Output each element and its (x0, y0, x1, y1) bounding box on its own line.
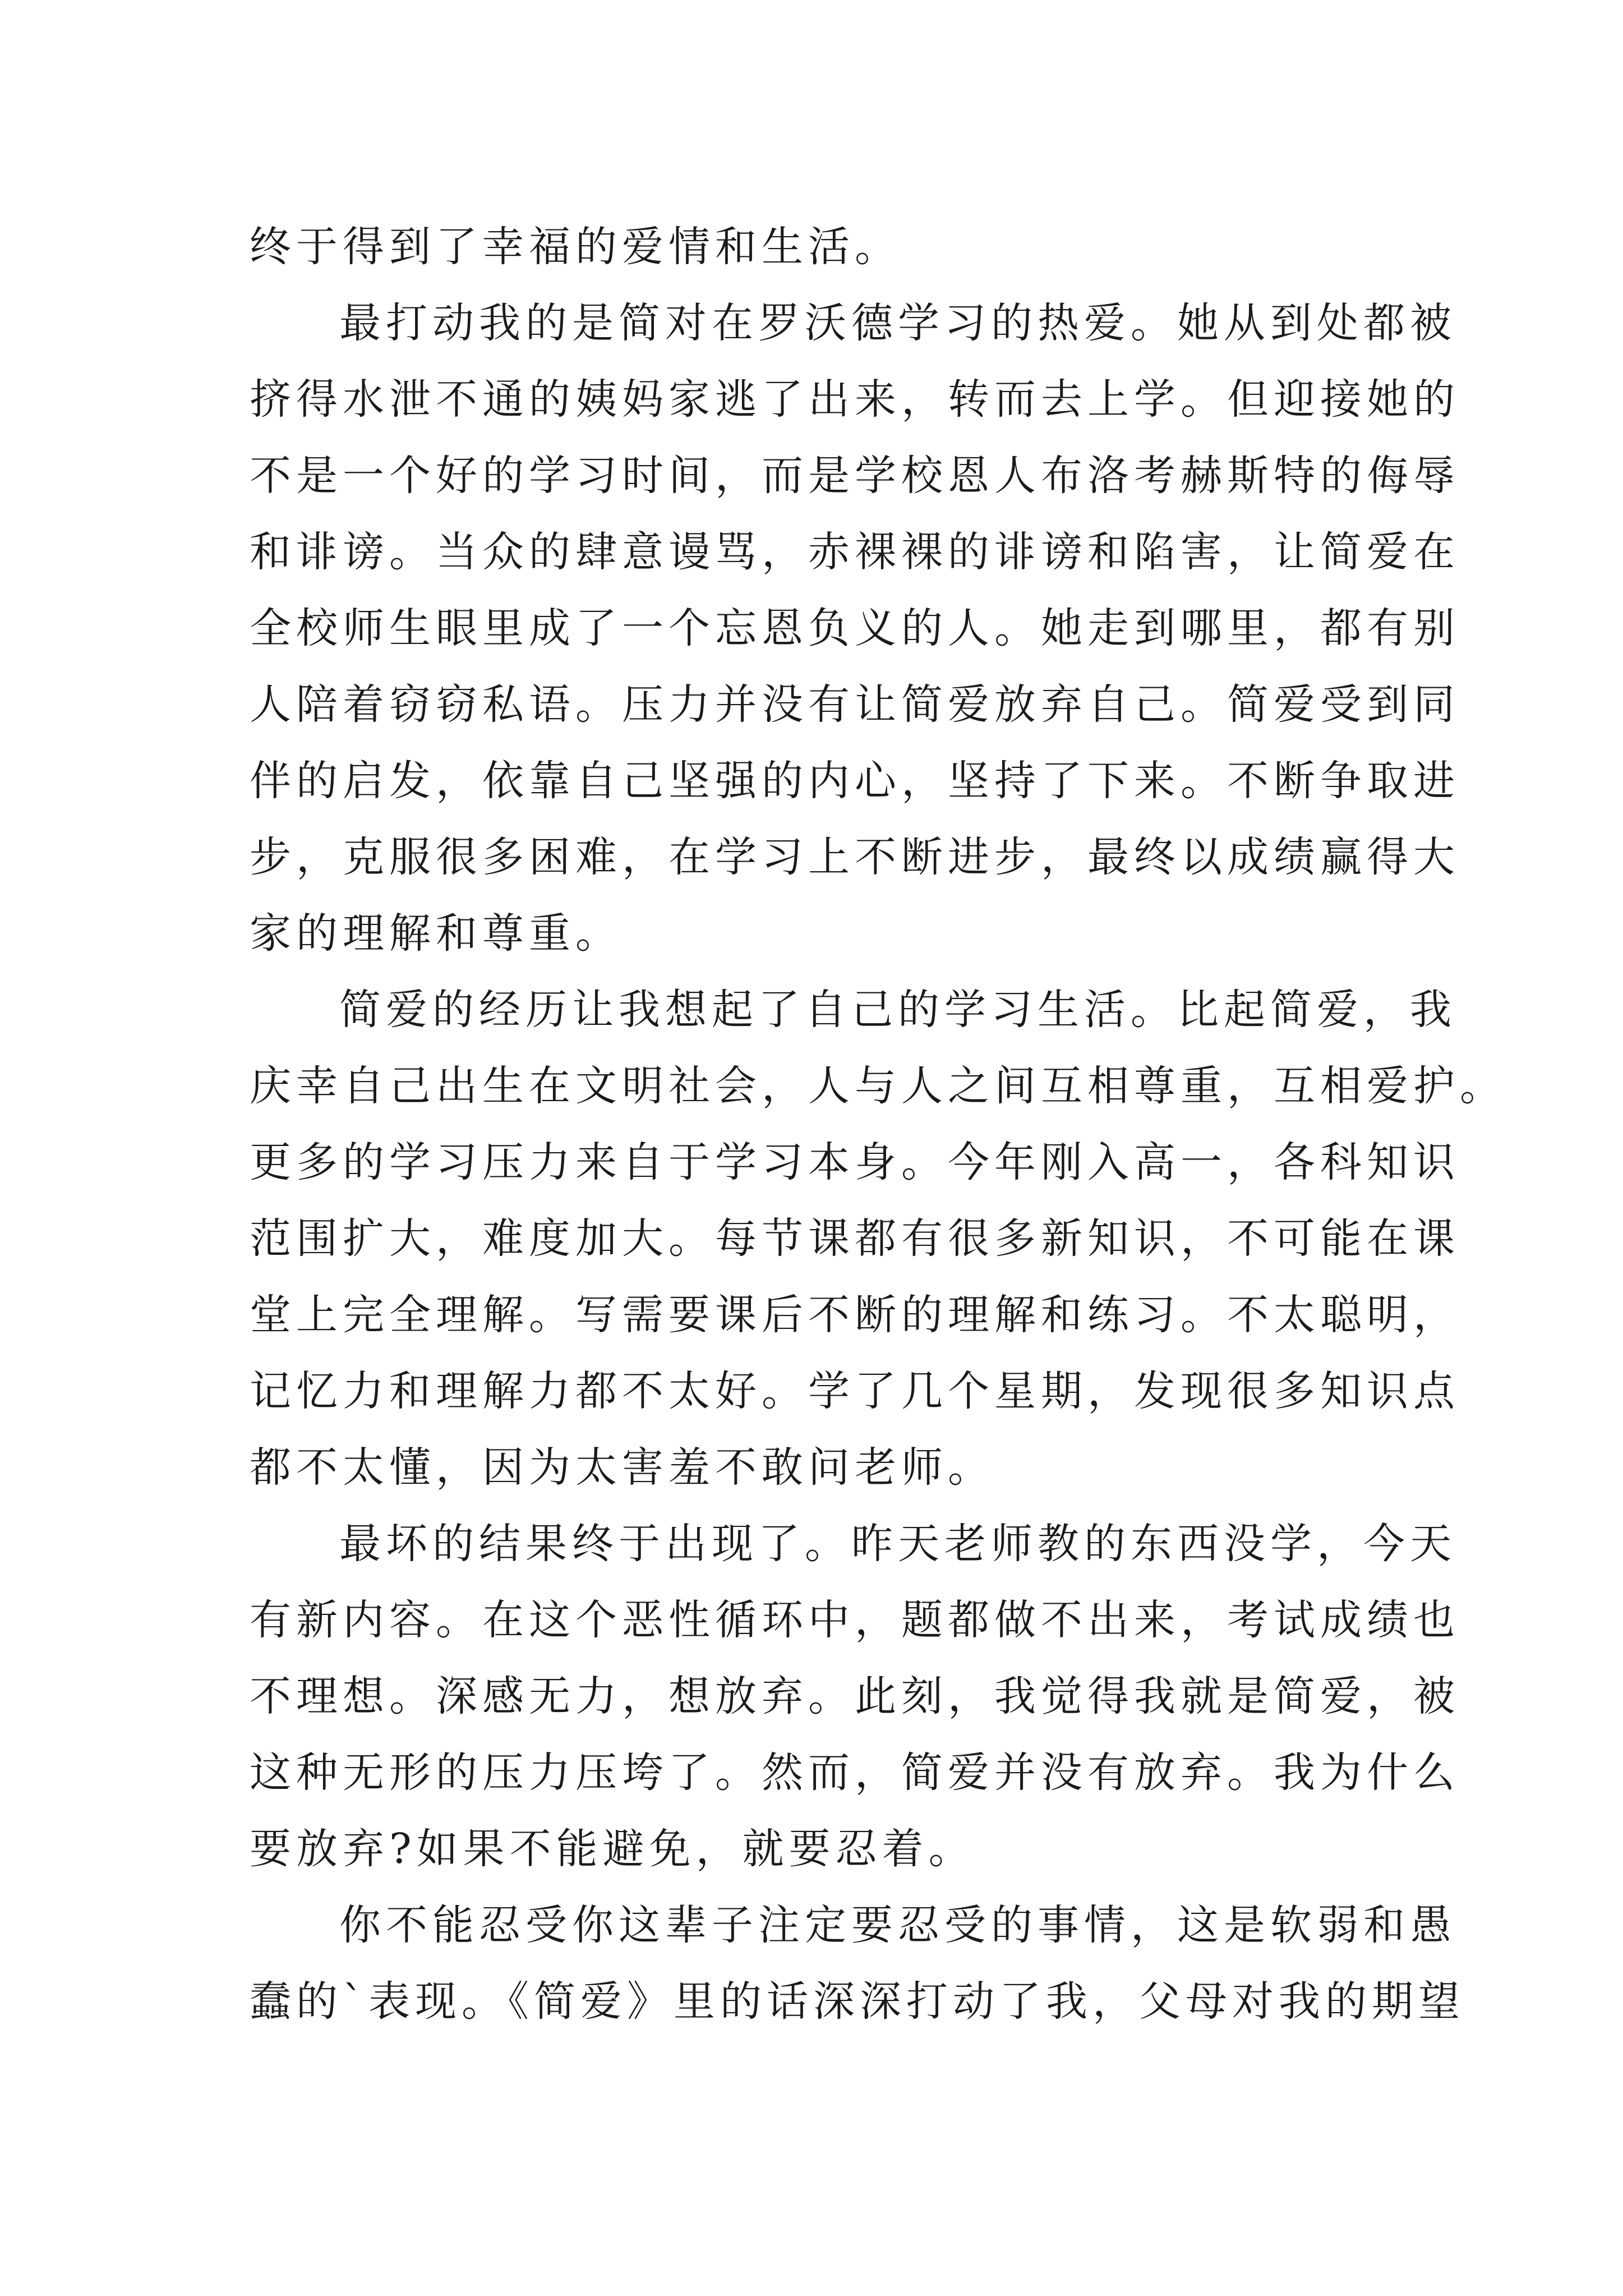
text-line: 更多的学习压力来自于学习本身。今年刚入高一，各科知识 (250, 1138, 1460, 1186)
essay-body (250, 209, 1506, 2040)
text-line: 和诽谤。当众的肆意谩骂，赤裸裸的诽谤和陷害，让简爱在 (250, 528, 1460, 576)
text-line: 都不太懂，因为太害羞不敢问老师。 (250, 1443, 994, 1492)
text-line: 蠢的`表现。《简爱》里的话深深打动了我，父母对我的期望 (250, 1977, 1465, 2026)
text-line: 人陪着窃窃私语。压力并没有让简爱放弃自己。简爱受到同 (250, 680, 1460, 729)
text-line: 范围扩大，难度加大。每节课都有很多新知识，不可能在课 (250, 1214, 1460, 1263)
paragraph-first-line: 简爱的经历让我想起了自己的学习生活。比起简爱，我 (339, 986, 1456, 1034)
paragraph-first-line: 你不能忍受你这辈子注定要忍受的事情，这是软弱和愚 (339, 1901, 1456, 1949)
text-line: 家的理解和尊重。 (250, 909, 622, 958)
text-line: 不理想。深感无力，想放弃。此刻，我觉得我就是简爱，被 (250, 1672, 1460, 1720)
text-line: 步，克服很多困难，在学习上不断进步，最终以成绩赢得大 (250, 833, 1460, 881)
text-line: 有新内容。在这个恶性循环中，题都做不出来，考试成绩也 (250, 1596, 1460, 1644)
text-line: 伴的启发，依靠自己坚强的内心，坚持了下来。不断争取进 (250, 757, 1460, 805)
text-line: 终于得到了幸福的爱情和生活。 (250, 223, 901, 271)
text-line: 全校师生眼里成了一个忘恩负义的人。她走到哪里，都有别 (250, 604, 1460, 652)
text-line: 记忆力和理解力都不太好。学了几个星期，发现很多知识点 (250, 1367, 1460, 1415)
text-line: 庆幸自己出生在文明社会，人与人之间互相尊重，互相爱护。 (250, 1062, 1506, 1110)
text-line: 要放弃?如果不能避免，就要忍着。 (250, 1825, 975, 1873)
text-line: 挤得水泄不通的姨妈家逃了出来，转而去上学。但迎接她的 (250, 375, 1460, 424)
text-line: 不是一个好的学习时间，而是学校恩人布洛考赫斯特的侮辱 (250, 452, 1460, 500)
text-line: 堂上完全理解。写需要课后不断的理解和练习。不太聪明， (250, 1291, 1460, 1339)
paragraph-first-line: 最打动我的是简对在罗沃德学习的热爱。她从到处都被 (339, 299, 1456, 347)
paragraph-first-line: 最坏的结果终于出现了。昨天老师教的东西没学，今天 (339, 1520, 1456, 1568)
text-line: 这种无形的压力压垮了。然而，简爱并没有放弃。我为什么 (250, 1749, 1460, 1797)
